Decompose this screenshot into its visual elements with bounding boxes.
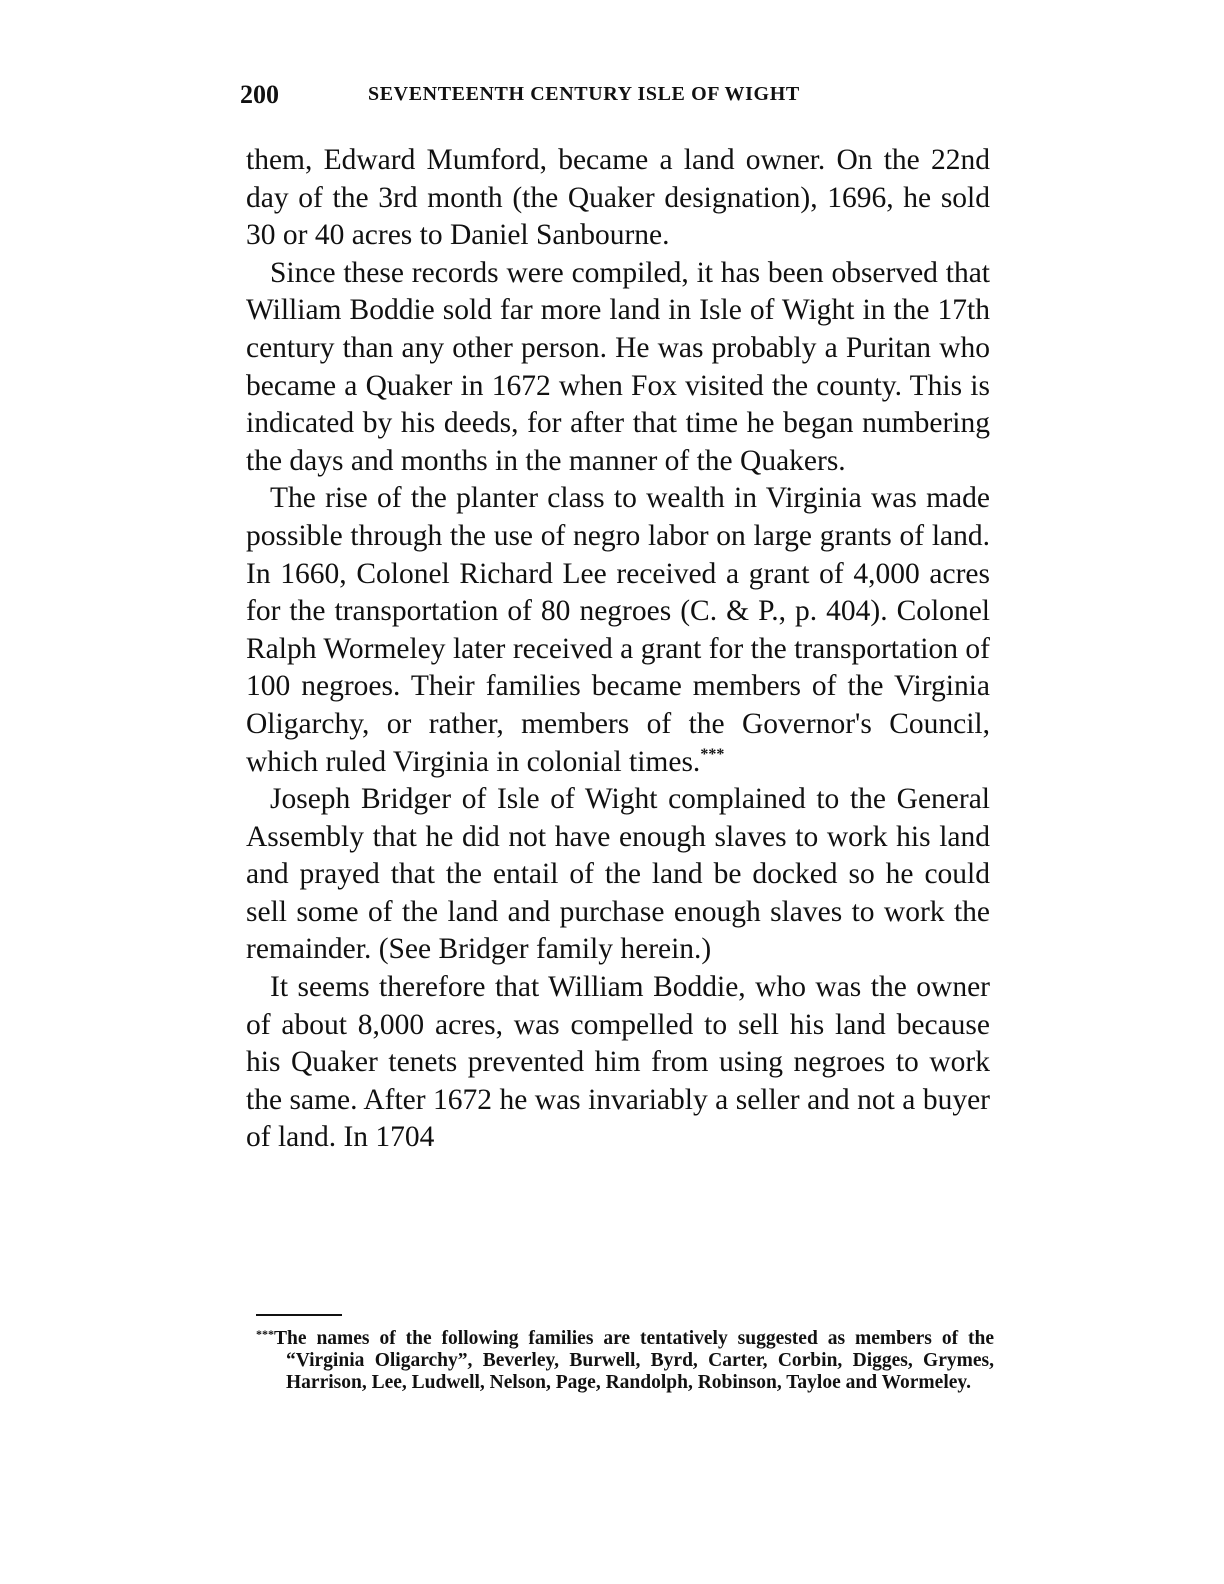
running-title: SEVENTEENTH CENTURY ISLE OF WIGHT bbox=[368, 83, 800, 105]
paragraph-text: Since these records were compiled, it has been observed that William Boddie sold far more land in Isle of Wight in the 17th century than any other person. He was probably a Puritan who became a Quaker in 1672 when Fox visited the county. This is indicated by his deeds, for after that time he began numbering the days and months in the manner of the Quakers. bbox=[246, 256, 990, 477]
footnote-marker: *** bbox=[256, 1327, 274, 1341]
paragraph-text: The rise of the planter class to wealth in Virginia was made possible through the use of negro labor on large grants of land. In 1660, Colonel Richard Lee received a grant of 4,000 acres for the transportation of 80 negroes (C. & P., p. 404). Colonel Ralph Wormeley later received a grant for the transportation of 100 negroes. Their families became members of the Virginia Oligarchy, or rather, members of the Governor's Council, which ruled Virginia in colonial times. bbox=[246, 482, 990, 778]
footnote bbox=[256, 1328, 994, 1394]
footnote-text: The names of the following families are tentatively suggested as members of the “Virginia Oligarchy”, Beverley, Burwell, Byrd, Carter, Corbin, Digges, Grymes, Harrison, Lee, Ludwell, Nelson, Page, Randolph, Robinson, Tayloe and Wormeley. bbox=[274, 1328, 994, 1393]
paragraph bbox=[246, 480, 990, 781]
page-number: 200 bbox=[240, 80, 279, 109]
paragraph-text: It seems therefore that William Boddie, who was the owner of about 8,000 acres, was compelled to sell his land because his Quaker tenets prevented him from using negroes to work the same. After 1672 he was invariably a seller and not a buyer of land. In 1704 bbox=[246, 971, 990, 1154]
paragraph bbox=[246, 969, 990, 1157]
paragraph-text: them, Edward Mumford, became a land owner. On the 22nd day of the 3rd month (the Quaker designation), 1696, he sold 30 or 40 acres to Daniel Sanbourne. bbox=[246, 144, 990, 252]
footnote-divider bbox=[256, 1314, 342, 1316]
body-text bbox=[246, 142, 990, 1157]
footnote-reference[interactable]: *** bbox=[700, 745, 725, 763]
paragraph-text: Joseph Bridger of Isle of Wight complained to the General Assembly that he did not have enough slaves to work his land and prayed that the entail of the land be docked so he could sell some of the land and purchase enough slaves to work the remainder. (See Bridger family herein.) bbox=[246, 783, 990, 966]
footnote-body bbox=[256, 1328, 994, 1394]
paragraph bbox=[246, 255, 990, 481]
paragraph bbox=[246, 142, 990, 255]
running-header bbox=[240, 80, 860, 116]
paragraph bbox=[246, 781, 990, 969]
